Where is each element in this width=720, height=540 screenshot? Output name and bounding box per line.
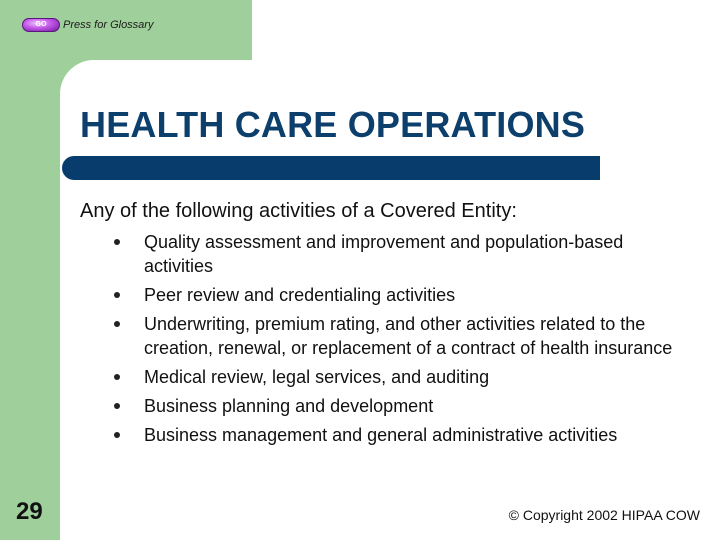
glossary-badge-text: GO (35, 21, 47, 28)
bullet-dot-icon (114, 432, 120, 438)
slide-title: HEALTH CARE OPERATIONS (80, 104, 586, 145)
glossary-button[interactable] (22, 16, 153, 34)
bullet-dot-icon (114, 292, 120, 298)
bullet-dot-icon (114, 239, 120, 245)
bullet-dot-icon (114, 321, 120, 327)
list-item-text: Business management and general administrative activities (144, 425, 618, 445)
list-item (110, 283, 690, 307)
glossary-go-icon[interactable] (22, 18, 60, 32)
bullet-dot-icon (114, 403, 120, 409)
list-item-text: Medical review, legal services, and auditing (144, 367, 490, 387)
list-item (110, 365, 690, 389)
intro-text: Any of the following activities of a Covered Entity: (80, 200, 517, 222)
list-item (110, 230, 690, 278)
list-item (110, 312, 690, 360)
list-item-text: Underwriting, premium rating, and other activities related to the creation, renewal, or replacement of a contract of health insurance (144, 314, 673, 358)
list-item-text: Quality assessment and improvement and population-based activities (144, 232, 624, 276)
list-item-text: Peer review and credentialing activities (144, 285, 456, 305)
list-item (110, 394, 690, 418)
list-item (110, 423, 690, 447)
list-item-text: Business planning and development (144, 396, 434, 416)
page-number: 29 (16, 498, 43, 525)
bullet-dot-icon (114, 374, 120, 380)
copyright-notice: © Copyright 2002 HIPAA COW (508, 507, 700, 523)
activity-list (110, 230, 690, 452)
title-underline-bar (62, 156, 600, 180)
glossary-label[interactable]: Press for Glossary (63, 19, 154, 31)
